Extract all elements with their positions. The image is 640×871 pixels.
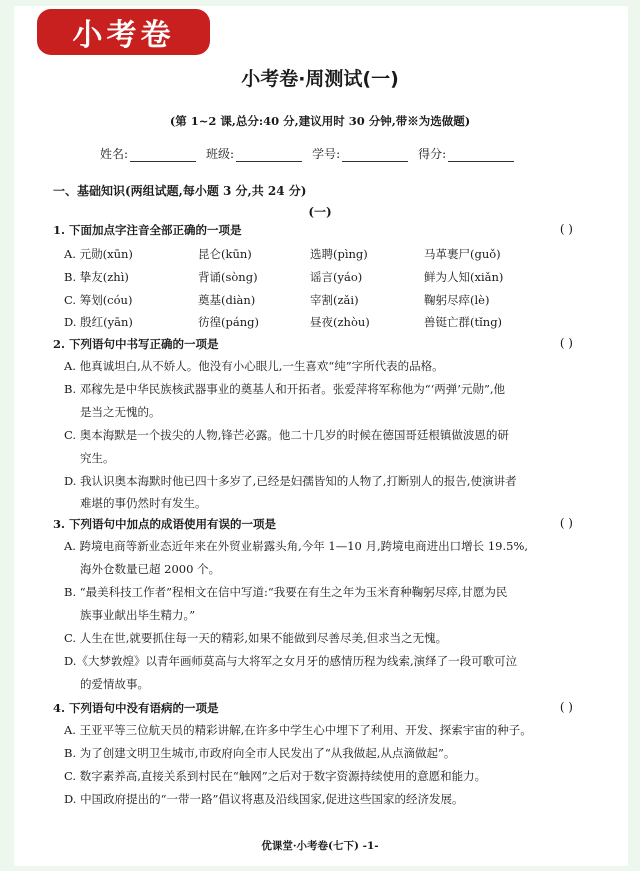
q1-option-c-1: C. 筹划(cóu) [64,293,133,307]
score-label: 得分: [418,147,447,161]
q4-option-d: D. 中国政府提出的“一带一路”倡议将惠及沿线国家,促进这些国家的经济发展。 [64,792,464,806]
score-field [418,145,514,162]
q1-option-c-2: 奠基(diàn) [198,293,256,307]
banner-badge: 小考卷 [37,9,210,55]
score-blank [448,149,514,162]
student-info-row [100,145,524,162]
q1-option-a-2: 昆仑(kūn) [198,247,252,261]
q3-option-a-cont: 海外仓数量已超 2000 个。 [80,562,221,576]
q4-option-a: A. 王亚平等三位航天员的精彩讲解,在许多中学生心中埋下了利用、开发、探索宇宙的种子。 [64,723,532,737]
student-number-field [312,145,408,162]
question-1-stem: 1. 下面加点字注音全部正确的一项是 [53,223,242,237]
q1-option-d-4: 兽铤亡群(tǐng) [424,315,503,329]
name-field [100,145,196,162]
q3-option-a: A. 跨境电商等新业态近年来在外贸业崭露头角,今年 1—10 月,跨境电商进出口增长 19.5%, [64,539,529,553]
q1-option-b-3: 谣言(yáo) [310,270,363,284]
q1-option-a-4: 马革裹尸(guǒ) [424,247,501,261]
name-blank [130,149,196,162]
q3-option-d-cont: 的爱情故事。 [80,677,149,691]
page-footer: 优课堂·小考卷(七下) -1- [261,840,379,852]
question-3-answer-blank: ( ) [559,516,573,530]
section-heading: 一、基础知识(两组试题,每小题 3 分,共 24 分) [53,184,307,198]
q1-option-a-1: A. 元勋(xūn) [64,247,133,261]
q2-option-d-cont: 难堪的事仍然时有发生。 [80,496,207,510]
question-4-answer-blank: ( ) [559,700,573,714]
question-2-answer-blank: ( ) [559,336,573,350]
q3-option-c: C. 人生在世,就要抓住每一天的精彩,如果不能做到尽善尽美,但求当之无愧。 [64,631,448,645]
q1-option-d-3: 昼夜(zhòu) [310,315,370,329]
q1-option-c-3: 宰割(zǎi) [310,293,359,307]
q2-option-c: C. 奥本海默是一个拔尖的人物,锋芒必露。他二十几岁的时候在德国哥廷根镇做波恩的研 [64,428,509,442]
q2-option-d: D. 我认识奥本海默时他已四十多岁了,已经是妇孺皆知的人物了,打断别人的报告,使演讲者 [64,474,517,488]
student-number-blank [342,149,408,162]
question-4-stem: 4. 下列语句中没有语病的一项是 [53,701,219,715]
subtitle: (第 1~2 课,总分:40 分,建议用时 30 分钟,带※为选做题) [169,114,471,128]
q3-option-b-cont: 族事业献出毕生精力。” [80,608,196,622]
question-1-answer-blank: ( ) [559,222,573,236]
q2-option-b: B. 邓稼先是中华民族核武器事业的奠基人和开拓者。张爱萍将军称他为“‘两弹’元勋”,他 [64,382,505,396]
question-3-stem: 3. 下列语句中加点的成语使用有误的一项是 [53,517,277,531]
class-label: 班级: [206,147,235,161]
q1-option-a-3: 选聘(pìng) [310,247,368,261]
q1-option-c-4: 鞠躬尽瘁(lè) [424,293,490,307]
q2-option-c-cont: 究生。 [80,451,115,465]
class-blank [236,149,302,162]
q3-option-d: D.《大梦敦煌》以青年画师莫高与大将军之女月牙的感情历程为线索,演绎了一段可歌可泣 [64,654,518,668]
q3-option-b: B. “最美科技工作者”程相文在信中写道:“我要在有生之年为玉米育种鞠躬尽瘁,甘愿为民 [64,585,508,599]
group-heading: (一) [308,205,332,219]
question-2-stem: 2. 下列语句中书写正确的一项是 [53,337,219,351]
q1-option-b-2: 背诵(sòng) [198,270,258,284]
q1-option-d-1: D. 殷红(yān) [64,315,133,329]
q2-option-b-cont: 是当之无愧的。 [80,405,161,419]
class-field [206,145,302,162]
name-label: 姓名: [100,147,129,161]
q1-option-b-4: 鲜为人知(xiǎn) [424,270,504,284]
q4-option-c: C. 数字素养高,直接关系到村民在“触网”之后对于数字资源持续使用的意愿和能力。 [64,769,487,783]
q1-option-b-1: B. 挚友(zhì) [64,270,129,284]
student-number-label: 学号: [312,147,341,161]
q4-option-b: B. 为了创建文明卫生城市,市政府向全市人民发出了“从我做起,从点滴做起”。 [64,746,456,760]
q2-option-a: A. 他真诚坦白,从不娇人。他没有小心眼儿,一生喜欢“纯”字所代表的品格。 [64,359,444,373]
page-title: 小考卷·周测试(一) [241,68,399,90]
q1-option-d-2: 彷徨(páng) [198,315,259,329]
